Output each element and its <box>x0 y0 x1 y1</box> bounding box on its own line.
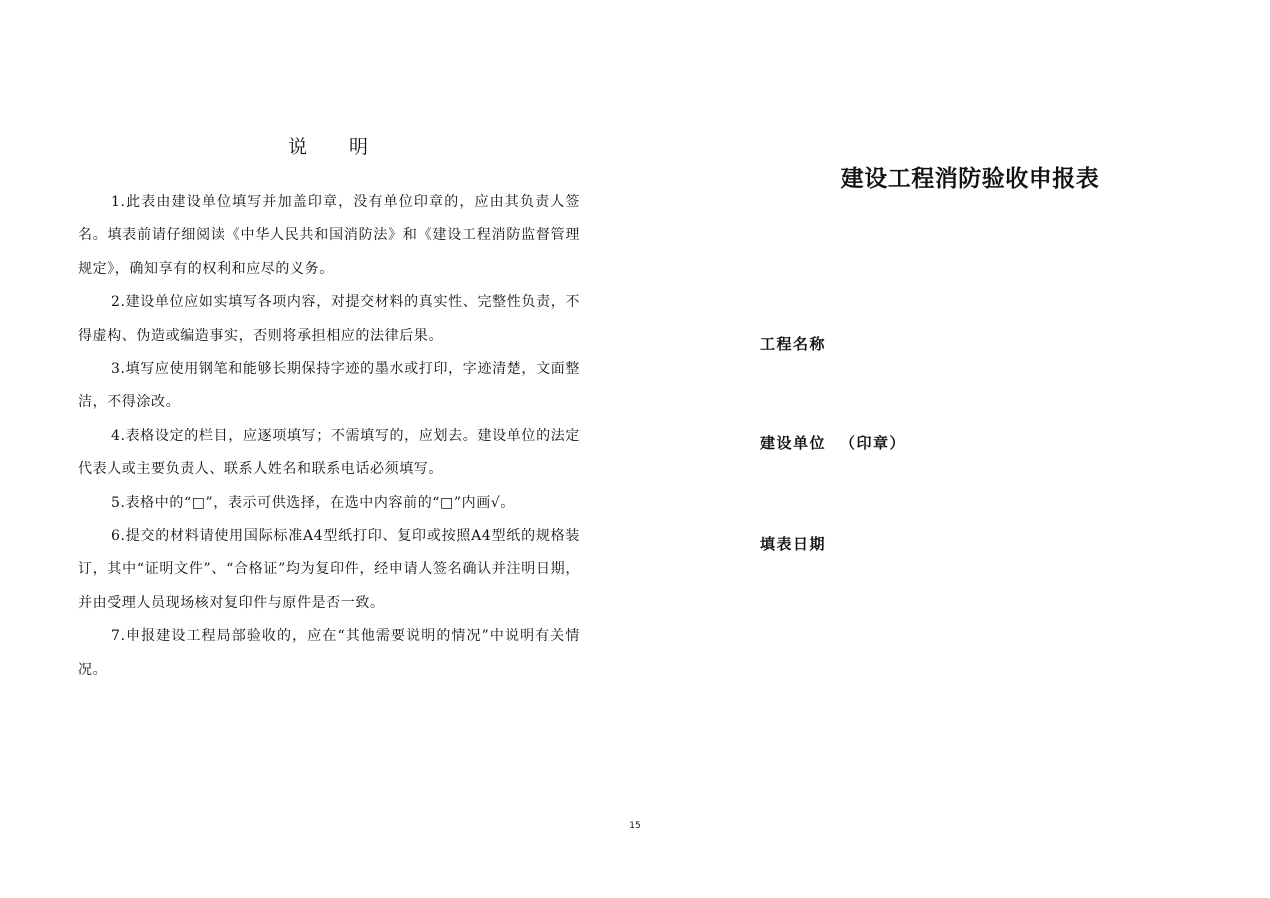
construction-unit-field <box>760 432 906 453</box>
page-number: 15 <box>629 821 641 831</box>
instruction-item-2: 2.建设单位应如实填写各项内容，对提交材料的真实性、完整性负责，不得虚构、伪造或编造事实，否则将承担相应的法律后果。 <box>78 294 580 344</box>
instructions-title <box>78 130 580 164</box>
stamp-note: （印章） <box>840 434 907 452</box>
project-name-label: 工程名称 <box>760 335 827 353</box>
instruction-item-7: 7.申报建设工程局部验收的，应在“其他需要说明的情况”中说明有关情况。 <box>78 628 580 678</box>
instruction-item-6: 6.提交的材料请使用国际标准A4型纸打印、复印或按照A4型纸的规格装订，其中“证明文件”、“合格证”均为复印件，经申请人签名确认并注明日期，并由受理人员现场核对复印件与原件是否一致。 <box>78 528 580 611</box>
instructions-page <box>78 130 580 687</box>
instructions-title-char-1: 说 <box>287 136 309 158</box>
instruction-item-4: 4.表格设定的栏目，应逐项填写；不需填写的，应划去。建设单位的法定代表人或主要负责人、联系人姓名和联系电话必须填写。 <box>78 427 580 478</box>
instructions-title-char-2: 明 <box>349 136 371 158</box>
instruction-item-1: 1.此表由建设单位填写并加盖印章，没有单位印章的，应由其负责人签名。填表前请仔细阅读《中华人民共和国消防法》和《建设工程消防监督管理规定》，确知享有的权利和应尽的义务。 <box>78 194 580 277</box>
construction-unit-label: 建设单位 <box>760 434 827 452</box>
instruction-item-5: 5.表格中的“□”，表示可供选择，在选中内容前的“□”内画√。 <box>111 494 515 511</box>
fill-date-label: 填表日期 <box>760 535 827 553</box>
instruction-item-3: 3.填写应使用钢笔和能够长期保持字迹的墨水或打印，字迹清楚，文面整洁，不得涂改。 <box>78 361 580 411</box>
form-title: 建设工程消防验收申报表 <box>840 166 1100 192</box>
